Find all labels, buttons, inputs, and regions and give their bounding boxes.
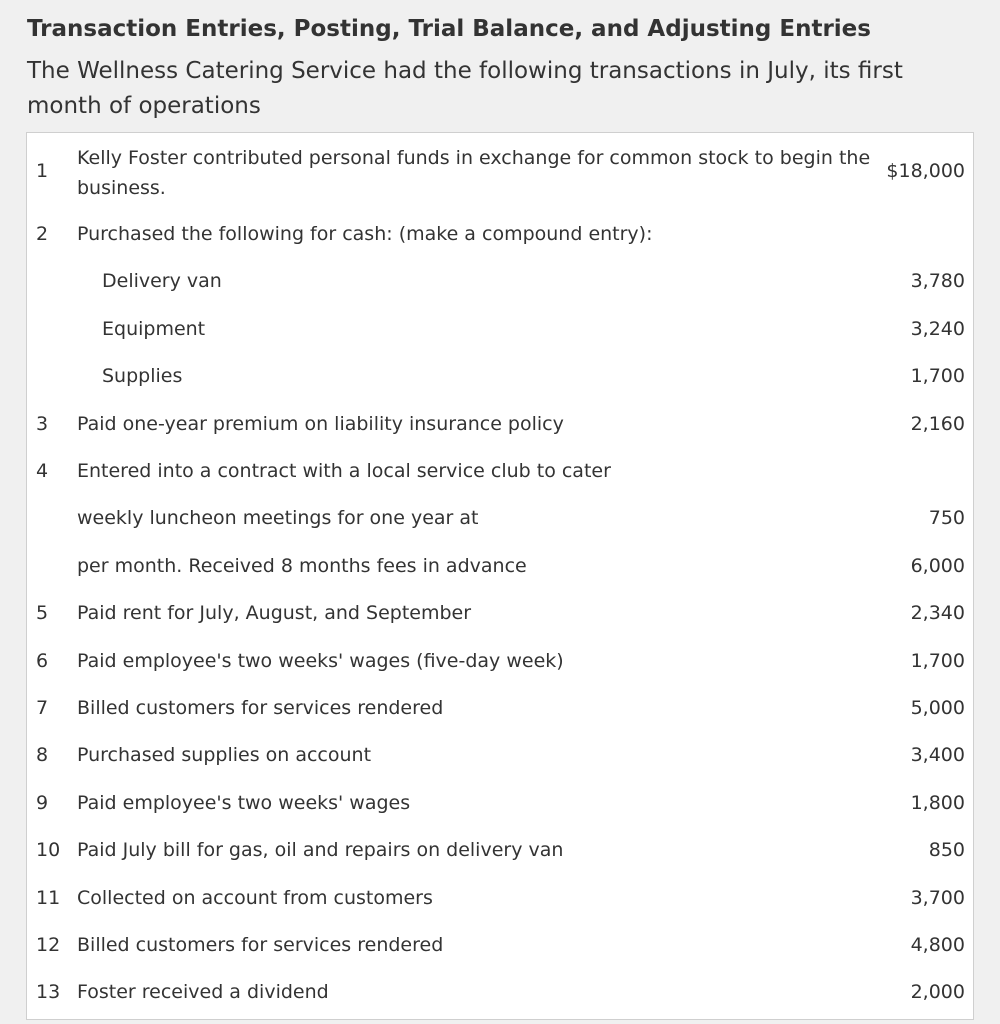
- page-subtitle: The Wellness Catering Service had the following transactions in July, its first month of operations: [27, 58, 903, 119]
- row-description: Billed customers for services rendered: [77, 697, 444, 719]
- row-amount: 2,340: [910, 602, 965, 624]
- row-amount: 2,000: [910, 981, 965, 1003]
- row-number: 2: [36, 223, 49, 245]
- row-number: 1: [36, 160, 49, 182]
- row-number: 4: [36, 460, 49, 482]
- row-description: Paid July bill for gas, oil and repairs on delivery van: [77, 839, 564, 861]
- row-amount: 5,000: [910, 697, 965, 719]
- row-amount: 850: [928, 839, 965, 861]
- row-amount: $18,000: [886, 160, 965, 182]
- row-amount: 1,700: [910, 650, 965, 672]
- row-amount: 4,800: [910, 934, 965, 956]
- row-amount: 1,700: [910, 365, 965, 387]
- row-description: Delivery van: [102, 270, 222, 292]
- row-amount: 3,400: [910, 744, 965, 766]
- row-number: 11: [36, 887, 61, 909]
- page-title: Transaction Entries, Posting, Trial Balance, and Adjusting Entries: [27, 16, 871, 42]
- row-number: 9: [36, 792, 49, 814]
- row-description: Foster received a dividend: [77, 981, 329, 1003]
- row-number: 12: [36, 934, 61, 956]
- row-description: Kelly Foster contributed personal funds in exchange for common stock to begin the business.: [77, 147, 871, 199]
- row-description: weekly luncheon meetings for one year at: [77, 507, 479, 529]
- row-number: 10: [36, 839, 61, 861]
- row-description: per month. Received 8 months fees in advance: [77, 555, 527, 577]
- row-description: Equipment: [102, 318, 206, 340]
- row-amount: 3,700: [910, 887, 965, 909]
- row-number: 8: [36, 744, 49, 766]
- row-amount: 6,000: [910, 555, 965, 577]
- row-number: 13: [36, 981, 61, 1003]
- row-description: Paid employee's two weeks' wages (five-day week): [77, 650, 564, 672]
- row-description: Paid one-year premium on liability insurance policy: [77, 413, 564, 435]
- row-amount: 2,160: [910, 413, 965, 435]
- row-number: 7: [36, 697, 49, 719]
- row-amount: 3,780: [910, 270, 965, 292]
- row-amount: 1,800: [910, 792, 965, 814]
- row-amount: 750: [928, 507, 965, 529]
- row-description: Entered into a contract with a local service club to cater: [77, 460, 611, 482]
- row-description: Paid rent for July, August, and September: [77, 602, 472, 624]
- row-number: 5: [36, 602, 49, 624]
- row-description: Paid employee's two weeks' wages: [77, 792, 411, 814]
- row-description: Collected on account from customers: [77, 887, 433, 909]
- row-description: Billed customers for services rendered: [77, 934, 444, 956]
- row-description: Supplies: [102, 365, 183, 387]
- row-description: Purchased the following for cash: (make a compound entry):: [77, 223, 653, 245]
- row-description: Purchased supplies on account: [77, 744, 372, 766]
- transactions-table: [26, 132, 974, 1020]
- row-number: 3: [36, 413, 49, 435]
- row-number: 6: [36, 650, 49, 672]
- row-amount: 3,240: [910, 318, 965, 340]
